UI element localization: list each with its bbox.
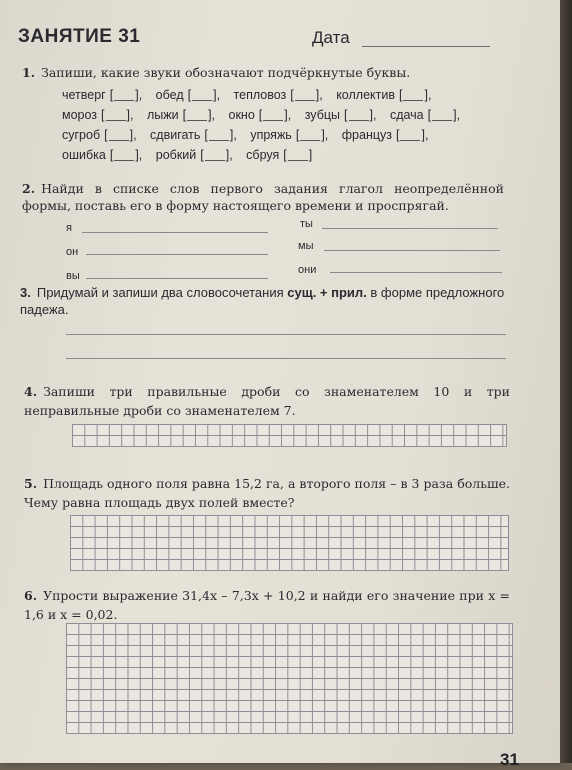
answer-line[interactable] xyxy=(66,358,506,359)
task-2 xyxy=(22,180,504,214)
word: коллектив xyxy=(336,88,395,102)
task-3-text-b: в форме предложного падежа. xyxy=(20,285,505,317)
answer-box[interactable]: [ ], xyxy=(109,148,143,162)
answer-line[interactable] xyxy=(82,232,268,233)
task-1-number: 1. xyxy=(22,65,36,80)
word-row-3 xyxy=(62,128,438,148)
word: окно xyxy=(228,108,255,122)
date-field[interactable] xyxy=(362,46,490,47)
task-6-text: Упрости выражение 31,4x – 7,3x + 10,2 и найди его значение при x = 1,6 и x = 0,02. xyxy=(24,588,510,622)
answer-box[interactable]: [ ], xyxy=(182,108,216,122)
task-2-text: Найди в списке слов первого задания глагол неопределённой формы, поставь его в форму настоящего времени и проспрягай. xyxy=(22,181,504,213)
word: лыжи xyxy=(146,108,179,122)
word: сугроб xyxy=(62,128,101,142)
task-6 xyxy=(24,586,510,624)
pronoun: ты xyxy=(300,218,313,230)
lesson-title: ЗАНЯТИЕ 31 xyxy=(18,26,141,47)
pronoun: мы xyxy=(298,240,314,252)
task-1 xyxy=(22,64,502,81)
answer-box[interactable]: [ ], xyxy=(258,108,292,122)
answer-box[interactable]: [ ] xyxy=(283,148,313,162)
date-label: Дата xyxy=(312,28,350,47)
task-4 xyxy=(24,382,510,420)
word: упряжь xyxy=(250,128,292,142)
task-5-text: Площадь одного поля равна 15,2 га, а второго поля – в 3 раза больше. Чему равна площадь двух полей вместе? xyxy=(24,476,510,510)
word-row-4 xyxy=(62,148,322,168)
word: робкий xyxy=(155,148,197,162)
task-3-text-a: Придумай и запиши два словосочетания xyxy=(36,285,288,300)
word: сдача xyxy=(389,108,424,122)
pronoun: вы xyxy=(66,270,80,282)
task-5-number: 5. xyxy=(24,476,38,491)
answer-box[interactable]: [ ], xyxy=(399,88,432,102)
task-3-number: 3. xyxy=(20,285,31,300)
answer-grid-4[interactable] xyxy=(72,424,507,447)
task-3 xyxy=(20,284,510,318)
word: обед xyxy=(155,88,184,102)
word: сбруя xyxy=(246,148,280,162)
answer-box[interactable]: [ ], xyxy=(344,108,377,122)
answer-box[interactable]: [ ], xyxy=(187,88,221,102)
answer-box[interactable]: [ ], xyxy=(109,88,143,102)
word-row-2 xyxy=(62,108,470,128)
answer-grid-5[interactable] xyxy=(70,515,509,571)
page-edge xyxy=(560,0,572,763)
task-6-number: 6. xyxy=(24,588,38,603)
answer-box[interactable]: [ ], xyxy=(101,108,134,122)
task-5 xyxy=(24,474,510,512)
task-4-number: 4. xyxy=(24,384,38,399)
answer-line[interactable] xyxy=(86,278,268,279)
pronoun: он xyxy=(66,246,79,258)
answer-line[interactable] xyxy=(324,250,500,251)
answer-box[interactable]: [ ], xyxy=(204,128,237,142)
task-3-bold: сущ. + прил. xyxy=(287,285,367,300)
word: зубцы xyxy=(304,108,341,122)
answer-box[interactable]: [ ], xyxy=(427,108,461,122)
answer-box[interactable]: [ ], xyxy=(295,128,329,142)
pronoun: они xyxy=(298,264,317,276)
answer-line[interactable] xyxy=(66,334,506,335)
answer-box[interactable]: [ ], xyxy=(104,128,137,142)
answer-line[interactable] xyxy=(322,228,498,229)
word-row-1 xyxy=(62,88,441,108)
task-2-number: 2. xyxy=(22,181,36,196)
task-4-text: Запиши три правильные дроби со знаменателем 10 и три неправильные дроби со знаменателем 7. xyxy=(24,384,510,418)
word: четверг xyxy=(62,88,106,102)
page-number: 31 xyxy=(500,750,519,769)
answer-box[interactable]: [ ], xyxy=(200,148,233,162)
word: француз xyxy=(341,128,392,142)
word: мороз xyxy=(62,108,98,122)
pronoun: я xyxy=(66,222,72,234)
answer-grid-6[interactable] xyxy=(66,623,513,734)
answer-line[interactable] xyxy=(86,254,268,255)
answer-box[interactable]: [ ], xyxy=(290,88,323,102)
answer-line[interactable] xyxy=(330,272,502,273)
task-1-text: Запиши, какие звуки обозначают подчёркнутые буквы. xyxy=(41,65,411,80)
word: тепловоз xyxy=(233,88,287,102)
word: ошибка xyxy=(62,148,106,162)
answer-box[interactable]: [ ], xyxy=(395,128,429,142)
word: сдвигать xyxy=(150,128,201,142)
